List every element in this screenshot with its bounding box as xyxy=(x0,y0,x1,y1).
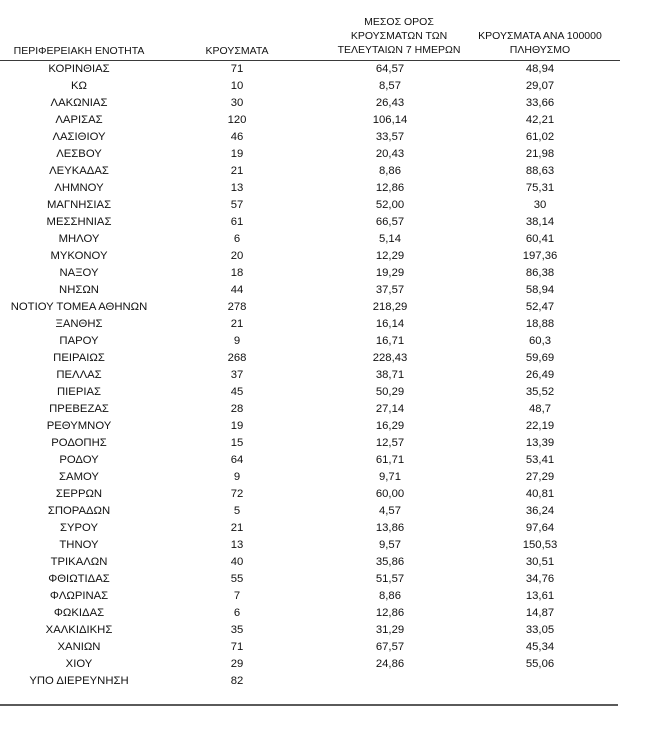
cell-cases: 55 xyxy=(230,573,244,585)
cell-avg: 38,71 xyxy=(375,369,405,381)
cell-per100k: 33,66 xyxy=(525,97,555,109)
cell-region: ΡΟΔΟΠΗΣ xyxy=(51,437,107,449)
cell-avg: 51,57 xyxy=(375,573,405,585)
cell-cases: 120 xyxy=(227,114,247,126)
cell-per100k: 58,94 xyxy=(525,284,555,296)
cell-per100k: 48,7 xyxy=(529,403,551,415)
cell-cases: 13 xyxy=(230,182,244,194)
cell-avg: 16,14 xyxy=(375,318,405,330)
cell-cases: 6 xyxy=(233,607,241,619)
header-per100k-line: ΚΡΟΥΣΜΑΤΑ ΑΝΑ 100000 xyxy=(478,30,602,42)
cell-per100k: 14,87 xyxy=(525,607,555,619)
cell-cases: 278 xyxy=(227,301,247,313)
cell-region: ΛΕΣΒΟΥ xyxy=(56,148,102,160)
cell-region: ΦΘΙΩΤΙΔΑΣ xyxy=(48,573,110,585)
cell-region: ΛΕΥΚΑΔΑΣ xyxy=(49,165,109,177)
cell-cases: 13 xyxy=(230,539,244,551)
cell-region: ΣΠΟΡΑΔΩΝ xyxy=(47,505,111,517)
cell-avg: 26,43 xyxy=(375,97,405,109)
cell-avg: 24,86 xyxy=(375,658,405,670)
cell-per100k: 53,41 xyxy=(525,454,555,466)
cell-cases: 29 xyxy=(230,658,244,670)
cell-cases: 19 xyxy=(230,420,244,432)
table-row xyxy=(0,571,620,588)
cell-avg: 218,29 xyxy=(372,301,408,313)
table-row xyxy=(0,452,620,469)
cell-cases: 21 xyxy=(230,165,244,177)
cell-avg: 16,29 xyxy=(375,420,405,432)
cell-region: ΠΕΛΛΑΣ xyxy=(56,369,102,381)
cell-avg: 13,86 xyxy=(375,522,405,534)
cell-avg: 35,86 xyxy=(375,556,405,568)
cell-region: ΣΑΜΟΥ xyxy=(59,471,99,483)
cell-per100k: 30,51 xyxy=(525,556,555,568)
cell-region: ΜΗΛΟΥ xyxy=(58,233,100,245)
cell-per100k: 86,38 xyxy=(525,267,555,279)
cell-region: ΝΟΤΙΟΥ ΤΟΜΕΑ ΑΘΗΝΩΝ xyxy=(10,301,148,313)
cell-per100k: 35,52 xyxy=(525,386,555,398)
cell-per100k: 22,19 xyxy=(525,420,555,432)
cell-per100k: 60,41 xyxy=(525,233,555,245)
cell-avg: 12,86 xyxy=(375,182,405,194)
cell-cases: 72 xyxy=(230,488,244,500)
table-row xyxy=(0,231,620,248)
table-body xyxy=(0,61,620,690)
cell-per100k: 13,61 xyxy=(525,590,555,602)
cell-avg: 60,00 xyxy=(375,488,405,500)
cell-region: ΝΗΣΩΝ xyxy=(59,284,99,296)
cell-avg: 64,57 xyxy=(375,63,405,75)
header-region-label: ΠΕΡΙΦΕΡΕΙΑΚΗ ΕΝΟΤΗΤΑ xyxy=(13,45,145,57)
cell-per100k: 45,34 xyxy=(525,641,555,653)
cell-cases: 268 xyxy=(227,352,247,364)
cell-avg: 8,86 xyxy=(379,590,401,602)
cell-per100k: 48,94 xyxy=(525,63,555,75)
header-cases-per-100k xyxy=(460,29,620,57)
cell-cases: 40 xyxy=(230,556,244,568)
cell-cases: 28 xyxy=(230,403,244,415)
cell-per100k: 88,63 xyxy=(525,165,555,177)
table-row xyxy=(0,605,620,622)
cell-per100k: 21,98 xyxy=(525,148,555,160)
cell-avg: 12,57 xyxy=(375,437,405,449)
table-row xyxy=(0,384,620,401)
cell-region: ΞΑΝΘΗΣ xyxy=(55,318,103,330)
header-cases-label: ΚΡΟΥΣΜΑΤΑ xyxy=(205,45,269,57)
cell-per100k: 18,88 xyxy=(525,318,555,330)
cell-per100k: 29,07 xyxy=(525,80,555,92)
table-row xyxy=(0,78,620,95)
cell-cases: 21 xyxy=(230,522,244,534)
cell-per100k: 34,76 xyxy=(525,573,555,585)
cell-cases: 30 xyxy=(230,97,244,109)
header-avg-line: ΤΕΛΕΥΤΑΙΩΝ 7 ΗΜΕΡΩΝ xyxy=(337,44,461,56)
cell-region: ΦΩΚΙΔΑΣ xyxy=(53,607,105,619)
cell-cases: 35 xyxy=(230,624,244,636)
cell-region: ΠΕΙΡΑΙΩΣ xyxy=(53,352,105,364)
cell-per100k: 61,02 xyxy=(525,131,555,143)
cell-region: ΚΟΡΙΝΘΙΑΣ xyxy=(48,63,110,75)
cell-cases: 45 xyxy=(230,386,244,398)
table-row xyxy=(0,350,620,367)
cell-per100k: 33,05 xyxy=(525,624,555,636)
cell-region: ΛΑΚΩΝΙΑΣ xyxy=(50,97,108,109)
header-per100k-line: ΠΛΗΘΥΣΜΟ xyxy=(509,44,571,56)
cell-region: ΧΑΛΚΙΔΙΚΗΣ xyxy=(45,624,113,636)
cell-region: ΤΡΙΚΑΛΩΝ xyxy=(50,556,108,568)
table-bottom-rule xyxy=(0,704,618,706)
cell-per100k: 59,69 xyxy=(525,352,555,364)
cell-avg: 31,29 xyxy=(375,624,405,636)
cell-region: ΣΕΡΡΩΝ xyxy=(55,488,103,500)
cell-region: ΧΙΟΥ xyxy=(65,658,93,670)
cell-per100k: 40,81 xyxy=(525,488,555,500)
cell-per100k: 27,29 xyxy=(525,471,555,483)
cell-per100k: 13,39 xyxy=(525,437,555,449)
table-row xyxy=(0,95,620,112)
cell-cases: 19 xyxy=(230,148,244,160)
cell-avg: 8,57 xyxy=(379,80,401,92)
cell-region: ΠΑΡΟΥ xyxy=(59,335,99,347)
table-row xyxy=(0,503,620,520)
cell-avg: 33,57 xyxy=(375,131,405,143)
cell-cases: 18 xyxy=(230,267,244,279)
table-row xyxy=(0,622,620,639)
cell-region: ΠΙΕΡΙΑΣ xyxy=(56,386,102,398)
table-row xyxy=(0,673,620,690)
cell-cases: 61 xyxy=(230,216,244,228)
cell-cases: 57 xyxy=(230,199,244,211)
table-row xyxy=(0,554,620,571)
table-row xyxy=(0,367,620,384)
cell-cases: 64 xyxy=(230,454,244,466)
table-row xyxy=(0,146,620,163)
table-row xyxy=(0,333,620,350)
cell-per100k: 42,21 xyxy=(525,114,555,126)
cell-avg: 8,86 xyxy=(379,165,401,177)
cell-cases: 20 xyxy=(230,250,244,262)
cell-avg: 19,29 xyxy=(375,267,405,279)
cell-cases: 46 xyxy=(230,131,244,143)
cell-avg: 4,57 xyxy=(379,505,401,517)
cell-avg: 20,43 xyxy=(375,148,405,160)
cell-cases: 15 xyxy=(230,437,244,449)
header-cases xyxy=(190,44,284,58)
cell-cases: 71 xyxy=(230,63,244,75)
cell-per100k: 97,64 xyxy=(525,522,555,534)
cell-avg: 228,43 xyxy=(372,352,408,364)
cell-avg: 27,14 xyxy=(375,403,405,415)
table-row xyxy=(0,112,620,129)
cell-region: ΛΑΡΙΣΑΣ xyxy=(55,114,103,126)
table-row xyxy=(0,520,620,537)
cell-avg: 52,00 xyxy=(375,199,405,211)
cell-cases: 21 xyxy=(230,318,244,330)
table-row xyxy=(0,401,620,418)
cell-region: ΜΕΣΣΗΝΙΑΣ xyxy=(46,216,112,228)
cell-region: ΥΠΟ ΔΙΕΡΕΥΝΗΣΗ xyxy=(29,675,129,687)
table-row xyxy=(0,197,620,214)
cell-cases: 71 xyxy=(230,641,244,653)
cell-avg: 9,71 xyxy=(379,471,401,483)
table-row xyxy=(0,435,620,452)
cell-per100k: 150,53 xyxy=(522,539,558,551)
table-row xyxy=(0,129,620,146)
table-row xyxy=(0,299,620,316)
cell-avg: 12,29 xyxy=(375,250,405,262)
table-row xyxy=(0,418,620,435)
cell-region: ΦΛΩΡΙΝΑΣ xyxy=(49,590,109,602)
cell-per100k: 75,31 xyxy=(525,182,555,194)
cell-region: ΣΥΡΟΥ xyxy=(59,522,98,534)
header-seven-day-average xyxy=(320,15,478,57)
cell-cases: 44 xyxy=(230,284,244,296)
table-row xyxy=(0,282,620,299)
cell-cases: 9 xyxy=(233,335,241,347)
cell-avg: 16,71 xyxy=(375,335,405,347)
cell-region: ΧΑΝΙΩΝ xyxy=(57,641,101,653)
cell-cases: 5 xyxy=(233,505,241,517)
cell-cases: 37 xyxy=(230,369,244,381)
cell-avg: 37,57 xyxy=(375,284,405,296)
table-row xyxy=(0,248,620,265)
cell-cases: 6 xyxy=(233,233,241,245)
table-row xyxy=(0,61,620,78)
cell-cases: 82 xyxy=(230,675,244,687)
cell-avg: 9,57 xyxy=(379,539,401,551)
cell-cases: 9 xyxy=(233,471,241,483)
cell-per100k: 38,14 xyxy=(525,216,555,228)
table-row xyxy=(0,316,620,333)
cell-region: ΡΟΔΟΥ xyxy=(59,454,99,466)
header-region xyxy=(0,44,158,58)
table-row xyxy=(0,486,620,503)
cell-region: ΝΑΞΟΥ xyxy=(59,267,99,279)
table-row xyxy=(0,180,620,197)
cell-avg: 67,57 xyxy=(375,641,405,653)
table-row xyxy=(0,639,620,656)
cell-avg: 12,86 xyxy=(375,607,405,619)
header-avg-line: ΚΡΟΥΣΜΑΤΩΝ ΤΩΝ xyxy=(350,30,448,42)
cell-cases: 7 xyxy=(233,590,241,602)
cell-region: ΤΗΝΟΥ xyxy=(59,539,99,551)
table-row xyxy=(0,469,620,486)
table-row xyxy=(0,163,620,180)
cell-per100k: 52,47 xyxy=(525,301,555,313)
cell-region: ΛΑΣΙΘΙΟΥ xyxy=(52,131,106,143)
table-row xyxy=(0,537,620,554)
cell-per100k: 36,24 xyxy=(525,505,555,517)
cell-per100k: 55,06 xyxy=(525,658,555,670)
cell-region: ΠΡΕΒΕΖΑΣ xyxy=(49,403,109,415)
cell-cases: 10 xyxy=(230,80,244,92)
cell-avg: 50,29 xyxy=(375,386,405,398)
cell-per100k: 197,36 xyxy=(522,250,558,262)
table-row xyxy=(0,265,620,282)
cell-region: ΡΕΘΥΜΝΟΥ xyxy=(46,420,112,432)
cell-region: ΜΥΚΟΝΟΥ xyxy=(50,250,108,262)
cell-per100k: 30 xyxy=(533,199,547,211)
table-row xyxy=(0,656,620,673)
cell-avg: 106,14 xyxy=(372,114,408,126)
cell-per100k: 26,49 xyxy=(525,369,555,381)
cell-avg: 5,14 xyxy=(379,233,401,245)
header-avg-line: ΜΕΣΟΣ ΟΡΟΣ xyxy=(364,16,434,28)
cell-avg: 61,71 xyxy=(375,454,405,466)
table-row xyxy=(0,588,620,605)
cell-region: ΚΩ xyxy=(71,80,87,92)
cell-avg: 66,57 xyxy=(375,216,405,228)
cell-region: ΜΑΓΝΗΣΙΑΣ xyxy=(46,199,112,211)
cell-region: ΛΗΜΝΟΥ xyxy=(54,182,104,194)
table-row xyxy=(0,214,620,231)
cell-per100k: 60,3 xyxy=(529,335,551,347)
